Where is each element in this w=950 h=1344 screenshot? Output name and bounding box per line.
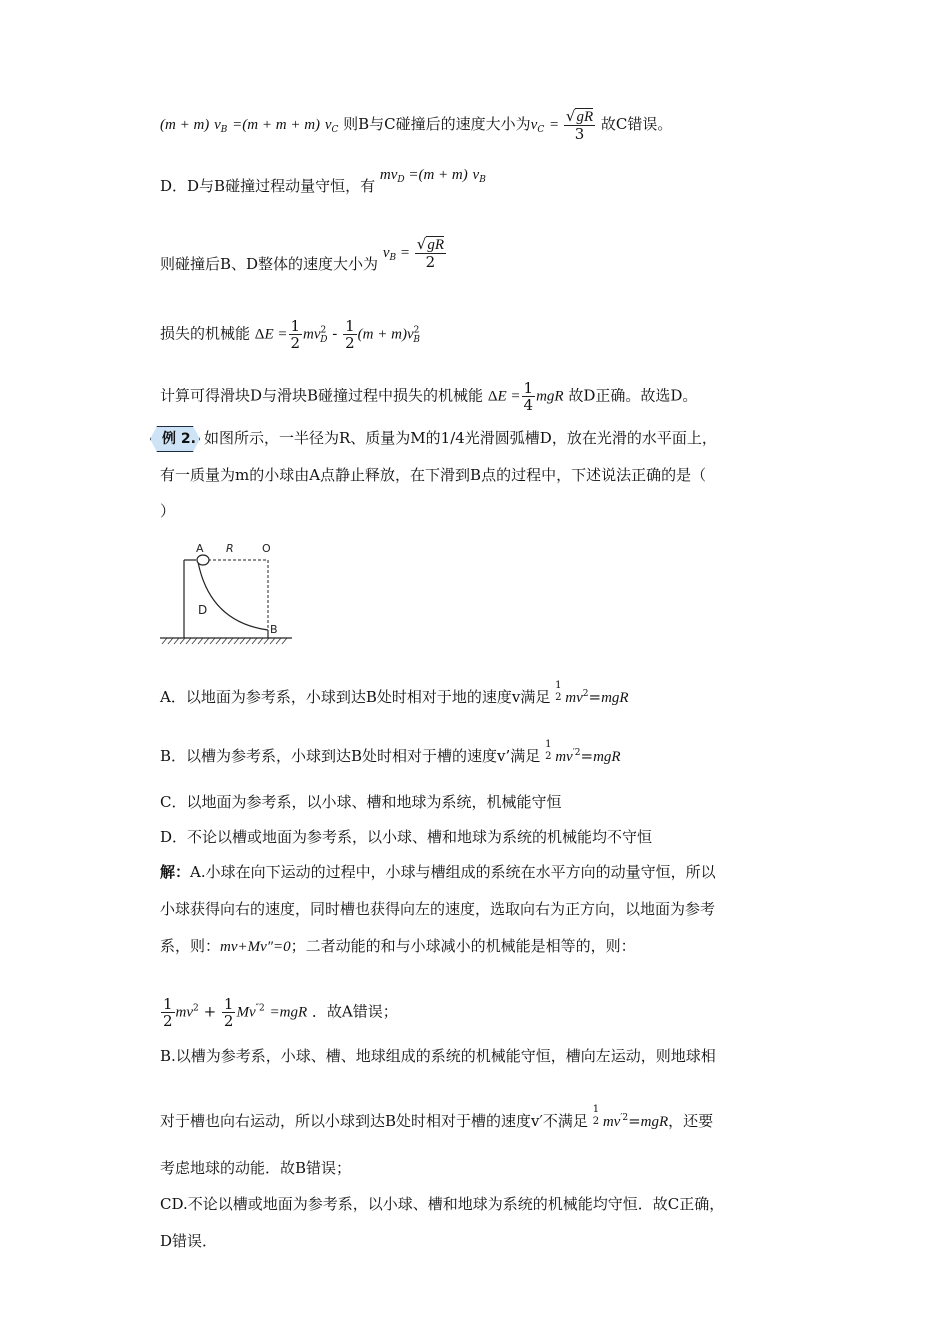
- question-line-1: 如图所示，一半径为R、质量为M的1/4光滑圆弧槽D，放在光滑的水平面上，: [204, 429, 717, 447]
- solution-text-3a: 系，则：: [160, 937, 221, 955]
- label-b: B: [270, 623, 278, 636]
- option-d: D．不论以槽或地面为参考系，以小球、槽和地球为系统的机械能均不守恒: [160, 828, 653, 846]
- ball: [197, 555, 209, 565]
- solution-line-8: CD.不论以槽或地面为参考系，以小球、槽和地球为系统的机械能均守恒．故C正确，: [160, 1195, 725, 1213]
- solution-text-6b: ，还要: [668, 1112, 714, 1130]
- solution-line-5: B.以槽为参考系，小球、槽、地球组成的系统的机械能守恒，槽向左运动，则地球相: [160, 1047, 716, 1065]
- solution-text-4: ．故A错误；: [311, 1002, 398, 1021]
- text-c-wrong: 故C错误。: [600, 115, 673, 133]
- solution-line-3: [160, 936, 636, 957]
- solution-line-4: $\frac{1}{2}$ $mv^2$ + $\frac{1}{2}$ $Mv^{''2} =mgR$ ．故A错误；: [163, 995, 398, 1030]
- solution-label: 解：: [160, 863, 191, 881]
- solution-text-1: A.小球在向下运动的过程中，小球与槽组成的系统在水平方向的动量守恒，所以: [190, 863, 716, 881]
- question-line-3: ）: [160, 502, 176, 520]
- frac-sqrt-gr-3: $\frac{√gR}{3}$: [565, 107, 594, 143]
- solution-text-6a: 对于槽也向右运动，所以小球到达B处时相对于槽的速度v′不满足: [160, 1112, 588, 1130]
- label-a: A: [196, 542, 204, 555]
- momentum-conservation-db: D．D与B碰撞过程动量守恒，有 $mv_D =(m + m)$ $v_B$: [160, 167, 486, 195]
- option-a-text: A．以地面为参考系，小球到达B处时相对于地的速度v满足: [160, 688, 551, 706]
- solution-line-7: 考虑地球的动能．故B错误；: [160, 1159, 352, 1177]
- ground-hatch: [162, 638, 287, 644]
- example-badge-label: 例 2.: [162, 431, 196, 447]
- solution-line-6: 对于槽也向右运动，所以小球到达B处时相对于槽的速度v′不满足 1 2 $mv^{'2}=mgR$，还要: [160, 1104, 714, 1130]
- momentum-eq-bc: (m + m) $v_B =(m + m + m)$ $v_C$ 则B与C碰撞后的速度大小为$v_C$ = $\frac{√gR}{3}$ 故C错误。: [160, 107, 673, 143]
- text-loss-result: 计算可得滑块D与滑块B碰撞过程中损失的机械能: [160, 386, 484, 405]
- text-bd-speed: 则碰撞后B、D整体的速度大小为: [160, 255, 379, 273]
- question-line-2: 有一质量为m的小球由A点静止释放，在下滑到B点的过程中，下述说法正确的是（: [160, 466, 707, 484]
- energy-loss-result: 计算可得滑块D与滑块B碰撞过程中损失的机械能 ΔE = $\frac{1}{4}$ mgR 故D正确。故选D。: [160, 379, 698, 414]
- text-db-collision: D．D与B碰撞过程动量守恒，有: [160, 177, 376, 195]
- text-d-correct: 故D正确。故选D。: [568, 386, 698, 405]
- solution-text-3b: ；二者动能的和与小球减小的机械能是相等的，则：: [290, 937, 636, 955]
- label-r: R: [226, 542, 234, 555]
- label-o: O: [262, 542, 271, 555]
- option-b: B．以槽为参考系，小球到达B处时相对于槽的速度v’满足 1 2 $mv^{'2}=mgR$: [160, 739, 621, 765]
- arc-groove-figure: [158, 538, 298, 650]
- text-bc-speed: 则B与C碰撞后的速度大小为: [343, 115, 531, 133]
- option-c: C．以地面为参考系，以小球、槽和地球为系统，机械能守恒: [160, 793, 562, 811]
- velocity-bd: 则碰撞后B、D整体的速度大小为 $v_B$ = $\frac{√gR}{2}$: [160, 235, 444, 273]
- text-energy-loss: 损失的机械能: [160, 324, 251, 343]
- option-b-text: B．以槽为参考系，小球到达B处时相对于槽的速度v’满足: [160, 747, 541, 765]
- option-a: A．以地面为参考系，小球到达B处时相对于地的速度v满足 1 2 $mv^2=mgR$: [160, 680, 629, 706]
- energy-loss-formula: 损失的机械能 ΔE = $\frac{1}{2}$ $mv^2_D$ - $\frac{1}{2}$ $(m + m)v^2_B$: [160, 317, 420, 352]
- solution-line-1: [160, 862, 716, 882]
- solution-line-2: 小球获得向右的速度，同时槽也获得向左的速度，选取向右为正方向，以地面为参考: [160, 900, 716, 918]
- arc-surface: [198, 562, 268, 630]
- momentum-eq: mv+Mv″=0: [220, 939, 291, 955]
- label-d: D: [198, 603, 208, 617]
- solution-line-9: D错误．: [160, 1232, 218, 1250]
